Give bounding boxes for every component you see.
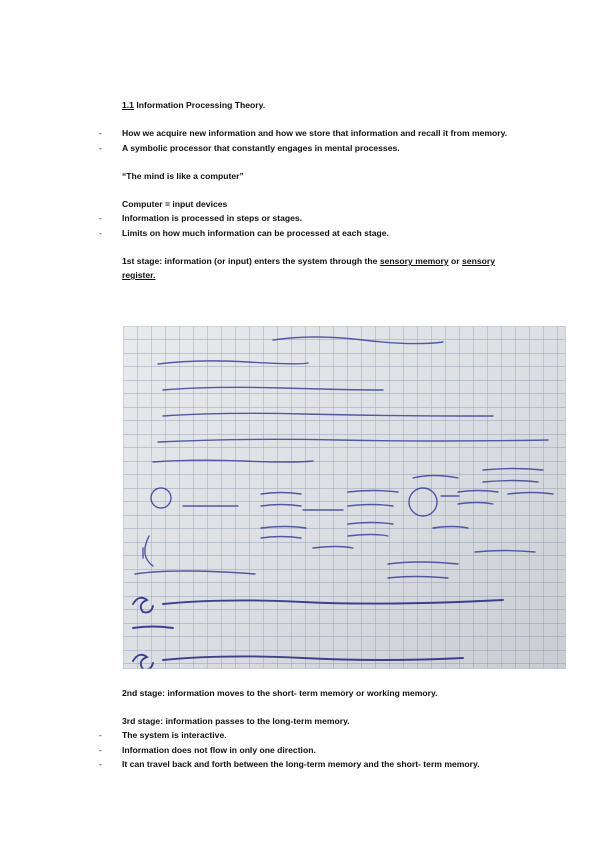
bullet-dash: - — [99, 213, 102, 223]
notes-photo-image — [123, 326, 566, 669]
section-number: 1.1 — [122, 100, 134, 110]
stage1-term-sensory-memory: sensory memory — [379, 256, 449, 266]
section-heading — [122, 100, 265, 111]
computer-line: Computer = input devices — [122, 199, 228, 209]
handwritten-notes-photo — [123, 326, 566, 669]
stage1-term-register: register. — [122, 270, 156, 280]
stage1-term-sensory: sensory — [462, 256, 495, 266]
bullet-item: It can travel back and forth between the long-term memory and the short- term memory. — [122, 759, 480, 769]
bullet-item: A symbolic processor that constantly engages in mental processes. — [122, 143, 400, 153]
quote-line: “The mind is like a computer” — [122, 171, 244, 181]
bullet-dash: - — [99, 143, 102, 153]
bullet-dash: - — [99, 759, 102, 769]
stage2-line: 2nd stage: information moves to the short- term memory or working memory. — [122, 688, 438, 698]
bullet-item: The system is interactive. — [122, 730, 227, 740]
bullet-dash: - — [99, 128, 102, 138]
stage3-line: 3rd stage: information passes to the long-term memory. — [122, 716, 350, 726]
bullet-item: Limits on how much information can be processed at each stage. — [122, 228, 389, 238]
section-title: Information Processing Theory. — [133, 100, 266, 110]
bullet-dash: - — [99, 745, 102, 755]
bullet-dash: - — [99, 730, 102, 740]
stage1-line — [122, 256, 495, 267]
bullet-dash: - — [99, 228, 102, 238]
stage1-join: or — [448, 256, 463, 266]
bullet-item: Information is processed in steps or stages. — [122, 213, 303, 223]
bullet-item: How we acquire new information and how we store that information and recall it from memory. — [122, 128, 508, 138]
bullet-item: Information does not flow in only one direction. — [122, 745, 316, 755]
stage1-prefix: 1st stage: information (or input) enters the system through the — [122, 256, 380, 266]
